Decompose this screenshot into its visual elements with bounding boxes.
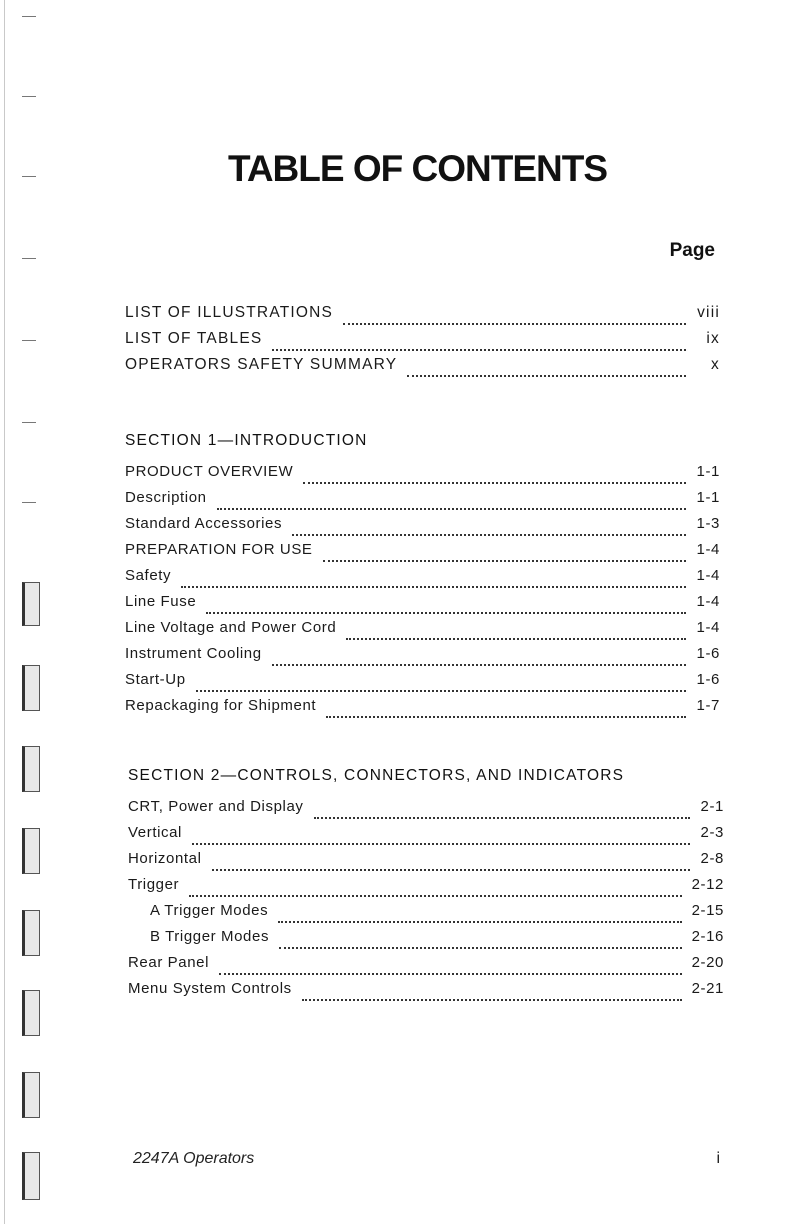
toc-entry[interactable]	[128, 978, 724, 1004]
scan-mark	[22, 422, 36, 423]
toc-entry-page: viii	[697, 304, 720, 321]
scan-mark	[22, 340, 36, 341]
scan-mark	[22, 16, 36, 17]
dot-leader	[302, 985, 682, 1001]
section-1-list	[125, 431, 720, 721]
toc-entry-page: 1-6	[696, 671, 720, 688]
toc-entry-page: x	[711, 356, 720, 373]
toc-entry-label: PRODUCT OVERVIEW	[125, 463, 294, 480]
footer-page-number: i	[716, 1150, 720, 1167]
footer-document-name: 2247A Operators	[133, 1150, 255, 1167]
toc-entry[interactable]	[125, 487, 720, 513]
dot-leader	[323, 546, 686, 562]
toc-entry-label: Description	[125, 489, 207, 506]
dot-leader	[219, 959, 682, 975]
toc-entry-page: 2-1	[700, 798, 724, 815]
toc-entry-page: 1-4	[696, 541, 720, 558]
dot-leader	[192, 829, 690, 845]
dot-leader	[279, 933, 682, 949]
toc-entry[interactable]	[125, 591, 720, 617]
toc-entry-label: Repackaging for Shipment	[125, 697, 317, 714]
dot-leader	[181, 572, 686, 588]
dot-leader	[196, 676, 686, 692]
toc-entry[interactable]	[128, 848, 724, 874]
toc-entry-label: Horizontal	[128, 850, 202, 867]
toc-entry[interactable]	[125, 539, 720, 565]
scan-tab	[22, 1152, 40, 1200]
toc-entry-label: LIST OF TABLES	[125, 330, 263, 347]
dot-leader	[278, 907, 681, 923]
toc-entry[interactable]	[125, 643, 720, 669]
page-title: TABLE OF CONTENTS	[227, 148, 607, 189]
scan-tab	[22, 828, 40, 874]
dot-leader	[272, 335, 686, 351]
toc-entry-page: 1-4	[696, 619, 720, 636]
scan-mark	[22, 96, 36, 97]
toc-entry-label: A Trigger Modes	[150, 902, 269, 919]
section-heading: SECTION 1—INTRODUCTION	[125, 432, 368, 449]
toc-entry-label: PREPARATION FOR USE	[125, 541, 313, 558]
dot-leader	[212, 855, 690, 871]
toc-entry[interactable]	[128, 900, 724, 926]
scan-tab	[22, 910, 40, 956]
toc-entry-page: 2-21	[691, 980, 724, 997]
toc-entry-page: 1-4	[696, 593, 720, 610]
toc-entry-label: Start-Up	[125, 671, 186, 688]
scan-tab	[22, 746, 40, 792]
toc-entry-page: ix	[706, 330, 720, 347]
page-footer	[133, 1150, 720, 1168]
toc-entry-page: 1-1	[696, 489, 720, 506]
toc-entry[interactable]	[125, 513, 720, 539]
dot-leader	[346, 624, 686, 640]
dot-leader	[206, 598, 686, 614]
toc-entry-page: 2-20	[691, 954, 724, 971]
toc-entry[interactable]	[125, 565, 720, 591]
scan-tab	[22, 1072, 40, 1118]
toc-entry-label: Standard Accessories	[125, 515, 283, 532]
dot-leader	[303, 468, 686, 484]
scan-mark	[22, 258, 36, 259]
toc-entry-label: Rear Panel	[128, 954, 210, 971]
toc-entry-label: OPERATORS SAFETY SUMMARY	[125, 356, 398, 373]
toc-entry-page: 1-1	[696, 463, 720, 480]
toc-entry[interactable]	[125, 354, 720, 380]
toc-entry-page: 2-15	[691, 902, 724, 919]
toc-entry-page: 2-12	[691, 876, 724, 893]
toc-entry[interactable]	[125, 328, 720, 354]
toc-entry-label: LIST OF ILLUSTRATIONS	[125, 304, 334, 321]
scan-tab	[22, 582, 40, 626]
section-2-list	[128, 766, 724, 1004]
toc-entry[interactable]	[128, 952, 724, 978]
toc-entry-page: 2-8	[700, 850, 724, 867]
dot-leader	[326, 702, 686, 718]
toc-entry-label: Vertical	[128, 824, 182, 841]
toc-entry[interactable]	[125, 617, 720, 643]
toc-entry[interactable]	[128, 926, 724, 952]
toc-entry-label: Line Voltage and Power Cord	[125, 619, 337, 636]
dot-leader	[407, 361, 686, 377]
toc-entry-label: Trigger	[128, 876, 180, 893]
dot-leader	[272, 650, 686, 666]
toc-entry-page: 1-4	[696, 567, 720, 584]
toc-entry-page: 2-3	[700, 824, 724, 841]
toc-entry[interactable]	[125, 302, 720, 328]
front-matter-list	[125, 302, 720, 380]
dot-leader	[343, 309, 686, 325]
dot-leader	[217, 494, 686, 510]
toc-entry[interactable]	[125, 669, 720, 695]
toc-entry-label: Safety	[125, 567, 172, 584]
toc-entry[interactable]	[128, 796, 724, 822]
toc-entry-label: Line Fuse	[125, 593, 197, 610]
toc-entry[interactable]	[125, 695, 720, 721]
toc-entry-label: Menu System Controls	[128, 980, 292, 997]
toc-entry[interactable]	[125, 461, 720, 487]
toc-entry[interactable]	[128, 874, 724, 900]
dot-leader	[189, 881, 681, 897]
toc-entry-page: 1-7	[696, 697, 720, 714]
page-column-label: Page	[669, 240, 715, 261]
toc-entry-label: CRT, Power and Display	[128, 798, 304, 815]
toc-entry-page: 1-6	[696, 645, 720, 662]
dot-leader	[314, 803, 691, 819]
toc-entry[interactable]	[128, 822, 724, 848]
toc-entry-label: Instrument Cooling	[125, 645, 262, 662]
toc-entry-page: 2-16	[691, 928, 724, 945]
section-heading: SECTION 2—CONTROLS, CONNECTORS, AND INDICATORS	[128, 767, 625, 784]
scan-tab	[22, 665, 40, 711]
dot-leader	[292, 520, 686, 536]
toc-entry-label: B Trigger Modes	[150, 928, 270, 945]
scan-mark	[22, 502, 36, 503]
scan-tab	[22, 990, 40, 1036]
toc-entry-page: 1-3	[696, 515, 720, 532]
